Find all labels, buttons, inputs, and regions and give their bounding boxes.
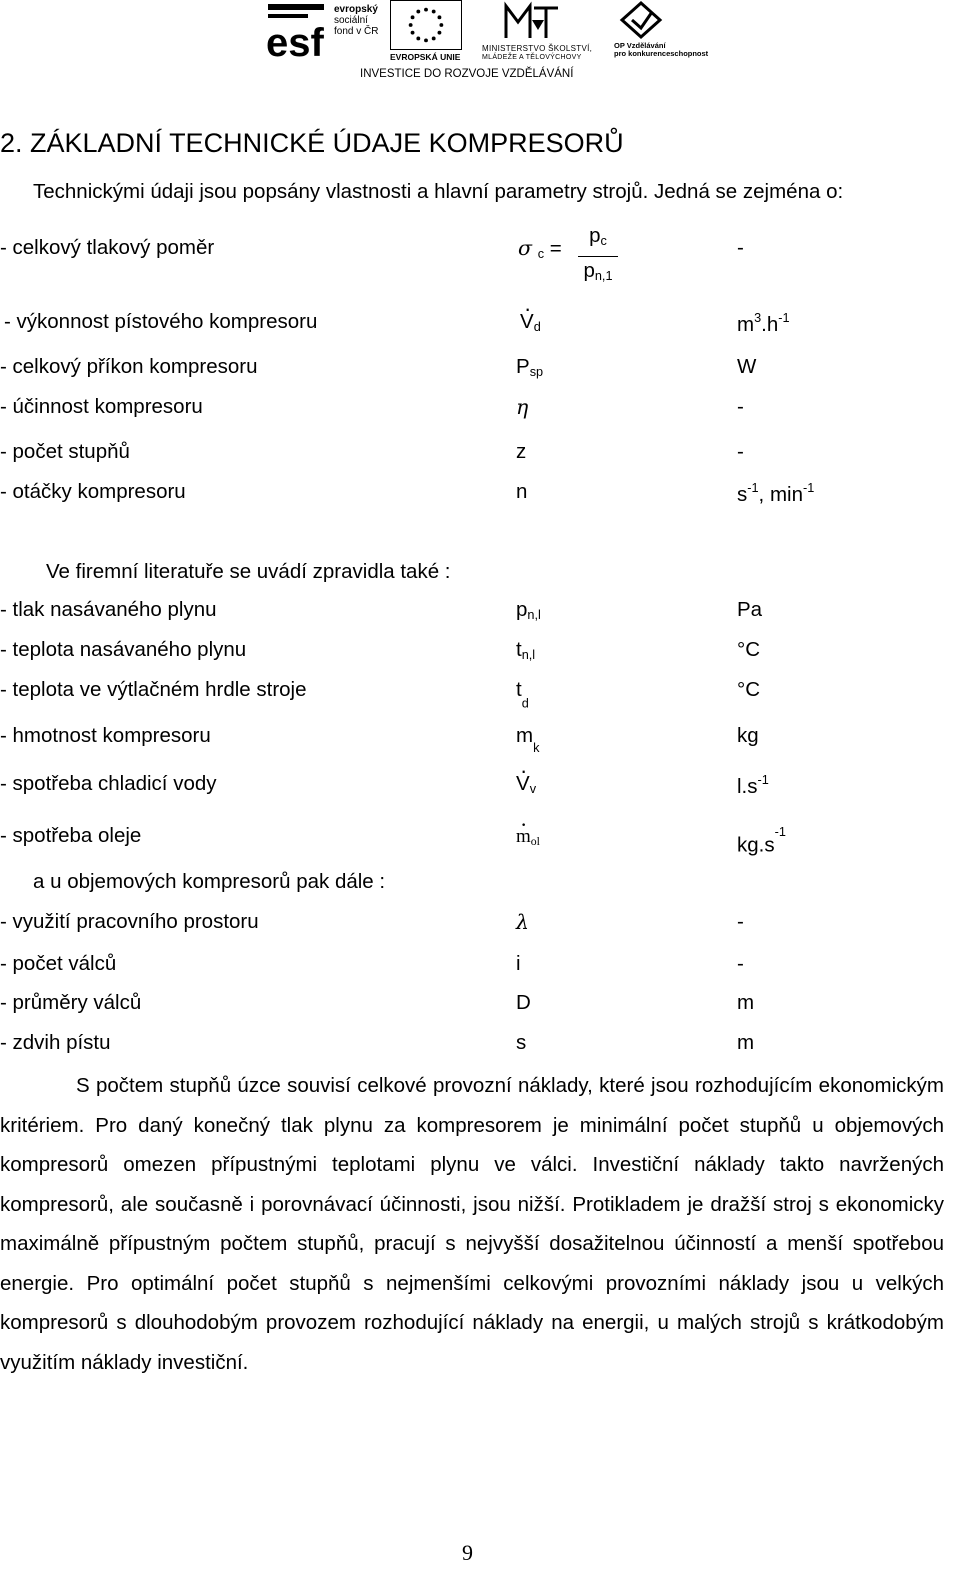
param-label: - teplota nasávaného plynu: [0, 638, 247, 661]
param-unit: m: [737, 1031, 755, 1054]
unit-rest: .h: [761, 312, 779, 336]
msmt-label: [482, 44, 592, 62]
param-label: - tlak nasávaného plynu: [0, 598, 217, 621]
param-row: [0, 1031, 960, 1061]
param-symbol: [520, 310, 541, 334]
param-row: [0, 638, 960, 668]
param-unit: [737, 310, 790, 337]
unit-sup2: -1: [778, 310, 790, 325]
sigma-symbol: σ: [518, 236, 532, 260]
param-label: - průměry válců: [0, 991, 142, 1014]
unit-rest: , min: [758, 482, 803, 506]
param-label: - výkonnost pístového kompresoru: [4, 310, 318, 333]
symbol-sub: v: [529, 781, 537, 797]
unit-sup: -1: [774, 824, 786, 839]
logo-bar: [262, 0, 709, 84]
param-unit: W: [737, 355, 757, 378]
param-symbol: [516, 772, 536, 796]
symbol-main: · V: [520, 310, 534, 334]
fraction-numerator: [578, 224, 618, 257]
symbol-sub: n,l: [521, 647, 536, 663]
symbol-sub: sp: [529, 364, 544, 380]
param-label: - využití pracovního prostoru: [0, 910, 259, 933]
param-symbol: [516, 355, 543, 379]
esf-logo-text: [334, 4, 378, 37]
unit-main: m: [737, 312, 755, 336]
symbol-main: · V: [516, 772, 530, 796]
op-line-1: OP Vzdělávání: [614, 41, 666, 50]
unit-sup: -1: [757, 772, 769, 787]
symbol-main: · m: [516, 826, 531, 848]
param-row: [0, 724, 960, 754]
param-label: - teplota ve výtlačném hrdle stroje: [0, 678, 307, 701]
svg-text:esf: esf: [266, 21, 324, 62]
param-row: [0, 910, 960, 940]
param-row: [0, 598, 960, 628]
unit-main: kg.s: [737, 833, 775, 857]
symbol-main: t: [516, 678, 522, 701]
param-unit: °C: [737, 678, 761, 701]
param-symbol: [516, 638, 535, 662]
esf-logo-icon: [262, 0, 332, 62]
param-unit: [737, 824, 786, 857]
page-number: 9: [462, 1540, 473, 1565]
param-unit: -: [737, 952, 744, 975]
param-symbol: λ: [516, 910, 529, 934]
param-label: - otáčky kompresoru: [0, 480, 186, 503]
param-symbol: [516, 724, 539, 755]
param-symbol: i: [516, 952, 521, 975]
param-row: [0, 395, 960, 425]
param-row: [0, 952, 960, 982]
symbol-sub: d: [533, 319, 541, 335]
symbol-main: m: [516, 724, 534, 747]
param-symbol: n: [516, 480, 528, 503]
msmt-line-2: MLÁDEŽE A TĚLOVÝCHOVY: [482, 54, 582, 61]
param-unit: -: [737, 236, 744, 259]
param-row: [0, 480, 960, 510]
param-label: - zdvih pístu: [0, 1031, 111, 1054]
param-label: - celkový příkon kompresoru: [0, 355, 258, 378]
den-symbol: p: [583, 259, 595, 282]
param-symbol: η: [516, 395, 529, 419]
param-unit: m: [737, 991, 755, 1014]
symbol-sub: n,l: [527, 607, 541, 623]
param-label: - spotřeba oleje: [0, 824, 142, 847]
body-paragraph: S počtem stupňů úzce souvisí celkové provozní náklady, které jsou rozhodujícím ekonomickým kritériem. Pro daný konečný tlak plynu za kompresorem je minimální počet stupňů u objemových kompresorů omezen přípustnými teplotami plynu ve válci. Investiční náklady takto navržených kompresorů, ale současně i porovnávací účinnosti, jsou nižší. Protikladem je dražší stroj s ekonomicky maximálně přípustným počtem stupňů, pracují s nejvyšší dosažitelnou účinností a menší spotřebou energie. Pro optimální počet stupňů s nejmenšími celkovými provozními náklady jsou u velkých kompresorů s dlouhodobým provozem rozhodující náklady na energii, u malých strojů s krátkodobým využitím náklady investiční.: [0, 1074, 944, 1374]
param-row: [0, 991, 960, 1021]
op-line-2: pro konkurenceschopnost: [614, 49, 709, 58]
eu-flag-icon: [390, 0, 462, 50]
param-unit: [737, 480, 814, 507]
equals-sign: =: [549, 237, 562, 260]
symbol-main: P: [516, 355, 530, 378]
param-unit: -: [737, 440, 744, 463]
unit-main: l.s: [737, 774, 758, 798]
sigma-subscript: c: [537, 246, 545, 262]
num-subscript: c: [600, 233, 607, 249]
op-logo-icon: [618, 0, 664, 40]
param-unit: °C: [737, 638, 761, 661]
page-title: 2. ZÁKLADNÍ TECHNICKÉ ÚDAJE KOMPRESORŮ: [0, 128, 624, 158]
param-unit: [737, 772, 769, 799]
unit-sup2: -1: [802, 480, 815, 495]
param-label: - hmotnost kompresoru: [0, 724, 211, 747]
pressure-ratio-row: [0, 236, 960, 266]
param-symbol: [516, 598, 541, 622]
param-symbol: [518, 236, 562, 261]
param-row: [0, 678, 960, 711]
symbol-sub: ol: [530, 834, 540, 848]
param-unit: -: [737, 910, 744, 933]
param-row: [0, 772, 960, 802]
msmt-line-1: MINISTERSTVO ŠKOLSTVÍ,: [482, 44, 593, 53]
unit-sup: 3: [754, 310, 762, 325]
investice-label: INVESTICE DO ROZVOJE VZDĚLÁVÁNÍ: [360, 68, 574, 80]
param-symbol: D: [516, 991, 531, 1014]
param-unit: -: [737, 395, 744, 418]
fraction-denominator: [578, 257, 618, 283]
esf-line-3: fond v ČR: [334, 26, 379, 37]
section-subheading: a u objemových kompresorů pak dále :: [33, 870, 386, 893]
param-unit: kg: [737, 724, 759, 747]
unit-main: s: [737, 482, 748, 506]
param-row: [0, 440, 960, 470]
symbol-main: p: [516, 598, 528, 621]
param-label: - počet válců: [0, 952, 117, 975]
esf-line-2: sociální: [334, 15, 368, 26]
param-row: [0, 355, 960, 385]
symbol-main: t: [516, 638, 522, 661]
den-subscript: n,1: [594, 268, 613, 284]
param-unit: Pa: [737, 598, 763, 621]
param-symbol: [516, 826, 540, 849]
eu-label: EVROPSKÁ UNIE: [390, 52, 461, 62]
param-label: - účinnost kompresoru: [0, 395, 203, 418]
pressure-ratio-fraction: [578, 224, 618, 283]
esf-line-1: evropský: [334, 4, 378, 15]
op-label: [614, 42, 708, 58]
intro-text: Technickými údaji jsou popsány vlastnosti a hlavní parametry strojů. Jedná se zejména o:: [33, 180, 844, 203]
msmt-logo-icon: [502, 0, 562, 42]
param-symbol: s: [516, 1031, 527, 1054]
param-label: - celkový tlakový poměr: [0, 236, 215, 259]
param-symbol: [516, 678, 529, 710]
num-symbol: p: [589, 224, 601, 247]
symbol-sub: k: [533, 740, 540, 756]
unit-sup: -1: [747, 480, 759, 495]
section-subheading: Ve firemní literatuře se uvádí zpravidla také :: [46, 560, 451, 583]
param-row: [4, 310, 960, 340]
param-symbol: z: [516, 440, 527, 463]
symbol-sub: d: [521, 695, 529, 711]
param-label: - počet stupňů: [0, 440, 130, 463]
param-row: [0, 824, 960, 857]
param-label: - spotřeba chladicí vody: [0, 772, 217, 795]
